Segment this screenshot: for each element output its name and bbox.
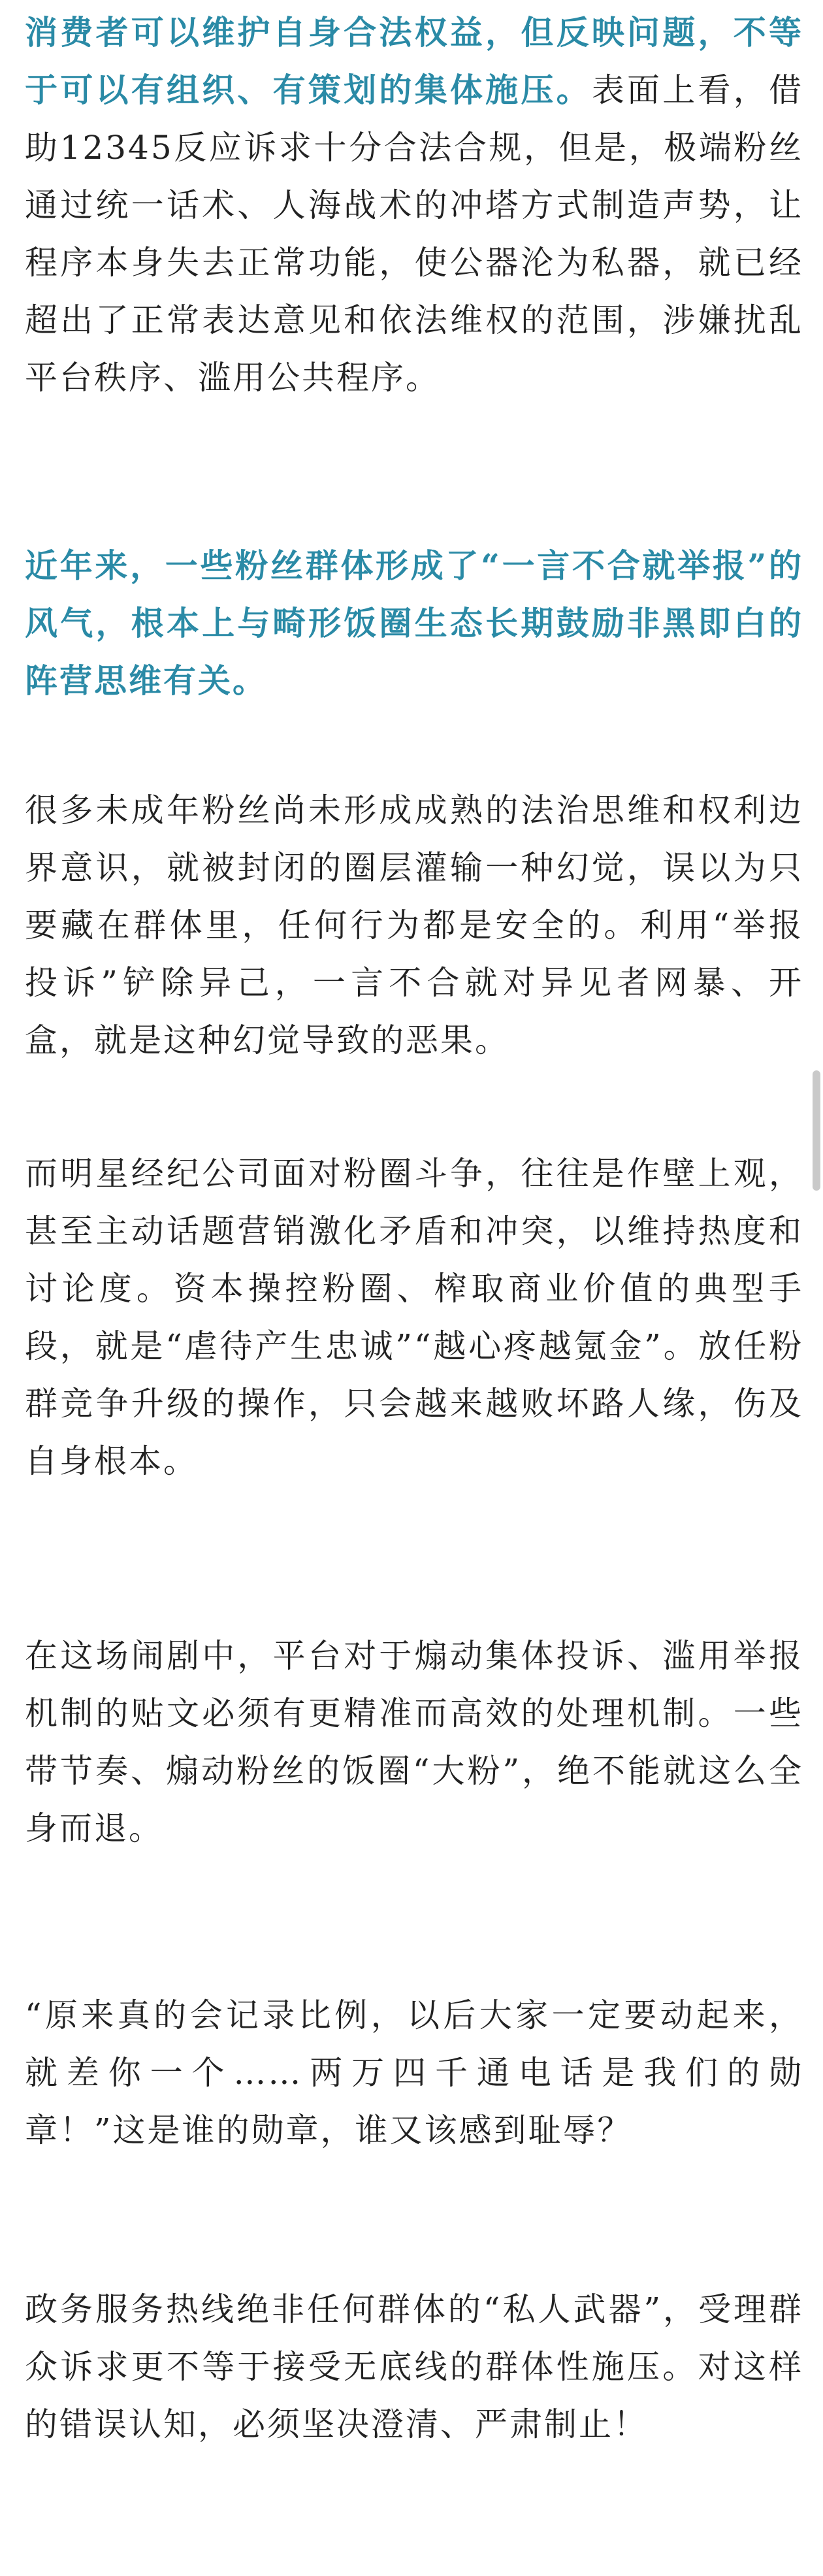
paragraph-1 — [25, 4, 803, 406]
paragraph-6-text: “原来真的会记录比例，以后大家一定要动起来，就差你一个……两万四千通电话是我们的勋章！”这是谁的勋章，谁又该感到耻辱？ — [25, 1996, 803, 2149]
paragraph-7 — [25, 2281, 803, 2453]
paragraph-7-text: 政务服务热线绝非任何群体的“私人武器”，受理群众诉求更不等于接受无底线的群体性施压。对这样的错误认知，必须坚决澄清、严肃制止！ — [25, 2290, 803, 2443]
paragraph-3-text: 很多未成年粉丝尚未形成成熟的法治思维和权利边界意识，就被封闭的圈层灌输一种幻觉，误以为只要藏在群体里，任何行为都是安全的。利用“举报投诉”铲除异己，一言不合就对异见者网暴、开盒，就是这种幻觉导致的恶果。 — [25, 791, 803, 1059]
paragraph-4 — [25, 1145, 803, 1490]
paragraph-1-highlight: 消费者可以维护自身合法权益，但反映问题，不等于可以有组织、有策划的集体施压。 — [25, 13, 803, 109]
scrollbar-thumb[interactable] — [813, 1070, 820, 1191]
paragraph-1-text: 表面上看，借助12345反应诉求十分合法合规，但是，极端粉丝通过统一话术、人海战术的冲塔方式制造声势，让程序本身失去正常功能，使公器沦为私器，就已经超出了正常表达意见和依法维权的范围，涉嫌扰乱平台秩序、滥用公共程序。 — [25, 71, 804, 397]
paragraph-5-text: 在这场闹剧中，平台对于煽动集体投诉、滥用举报机制的贴文必须有更精准而高效的处理机制。一些带节奏、煽动粉丝的饭圈“大粉”，绝不能就这么全身而退。 — [25, 1637, 803, 1847]
paragraph-4-text: 而明星经纪公司面对粉圈斗争，往往是作壁上观，甚至主动话题营销激化矛盾和冲突，以维持热度和讨论度。资本操控粉圈、榨取商业价值的典型手段，就是“虐待产生忠诚”“越心疼越氪金”。放任粉群竞争升级的操作，只会越来越败坏路人缘，伤及自身根本。 — [25, 1155, 803, 1480]
paragraph-2-text: 近年来，一些粉丝群体形成了“一言不合就举报”的风气，根本上与畸形饭圈生态长期鼓励非黑即白的阵营思维有关。 — [25, 546, 803, 700]
paragraph-6 — [25, 1987, 803, 2159]
paragraph-5 — [25, 1627, 803, 1857]
paragraph-2-highlight — [25, 537, 803, 710]
paragraph-3 — [25, 782, 803, 1069]
